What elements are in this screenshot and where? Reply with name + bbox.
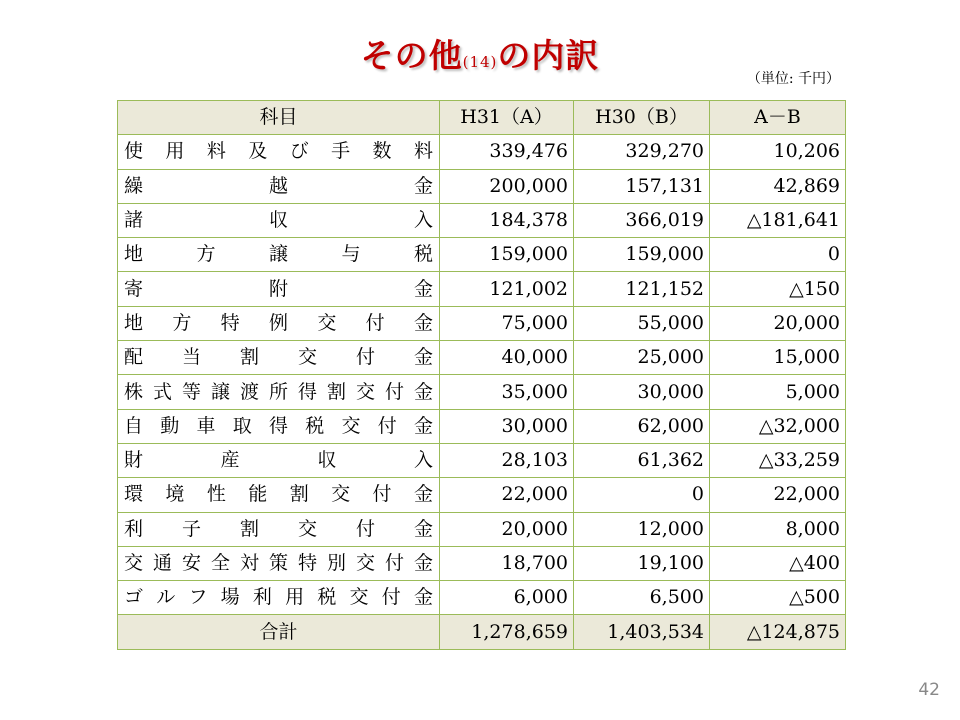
row-label-text: 交通安全対策特別交付金: [124, 552, 433, 574]
table-row: [118, 341, 846, 375]
row-label-text: 環境性能割交付金: [124, 483, 433, 506]
cell-diff: △150: [710, 272, 846, 306]
cell-diff: 42,869: [710, 169, 846, 203]
cell-h31: 22,000: [440, 478, 574, 512]
cell-h31: 40,000: [440, 341, 574, 375]
cell-h30: 366,019: [574, 203, 710, 237]
cell-h30: 19,100: [574, 546, 710, 580]
row-label-text: 地方譲与税: [124, 243, 433, 266]
cell-h31: 35,000: [440, 375, 574, 409]
cell-h31: 6,000: [440, 581, 574, 615]
title-main: その他: [360, 36, 463, 75]
cell-diff: △500: [710, 581, 846, 615]
cell-h31: 20,000: [440, 512, 574, 546]
row-label-text: ゴルフ場利用税交付金: [124, 586, 433, 609]
cell-h31: 18,700: [440, 546, 574, 580]
cell-h30: 1,403,534: [574, 615, 710, 649]
total-label: [118, 615, 440, 649]
cell-diff: △33,259: [710, 443, 846, 477]
cell-h30: 121,152: [574, 272, 710, 306]
row-label: [118, 546, 440, 580]
row-label: [118, 375, 440, 409]
cell-h30: 62,000: [574, 409, 710, 443]
unit-note: （単位: 千円）: [746, 71, 840, 87]
row-label: [118, 203, 440, 237]
row-label: [118, 341, 440, 375]
cell-h30: 55,000: [574, 306, 710, 340]
row-label-text: 合計: [259, 620, 298, 643]
row-label: [118, 443, 440, 477]
table-total-row: [118, 615, 846, 649]
page-number: 42: [918, 680, 940, 700]
row-label-text: 自動車取得税交付金: [124, 414, 433, 437]
cell-h31: 200,000: [440, 169, 574, 203]
cell-h31: 28,103: [440, 443, 574, 477]
cell-h30: 159,000: [574, 238, 710, 272]
header-diff: A－B: [710, 101, 846, 135]
table-row: [118, 581, 846, 615]
title-tail: の内訳: [497, 36, 600, 75]
table-row: [118, 443, 846, 477]
row-label-text: 使用料及び手数料: [124, 140, 433, 163]
table-row: [118, 169, 846, 203]
header-h31: H31（A）: [440, 101, 574, 135]
row-label: [118, 169, 440, 203]
table-row: [118, 546, 846, 580]
row-label: [118, 135, 440, 169]
row-label: [118, 478, 440, 512]
cell-h31: 121,002: [440, 272, 574, 306]
cell-diff: 22,000: [710, 478, 846, 512]
header-h30: H30（B）: [574, 101, 710, 135]
row-label: [118, 272, 440, 306]
table-row: [118, 409, 846, 443]
cell-diff: △32,000: [710, 409, 846, 443]
cell-diff: △124,875: [710, 615, 846, 649]
cell-diff: 15,000: [710, 341, 846, 375]
cell-h30: 12,000: [574, 512, 710, 546]
cell-diff: 10,206: [710, 135, 846, 169]
cell-diff: 0: [710, 238, 846, 272]
cell-diff: 5,000: [710, 375, 846, 409]
table-row: [118, 512, 846, 546]
cell-h31: 75,000: [440, 306, 574, 340]
cell-h31: 159,000: [440, 238, 574, 272]
row-label-text: 寄附金: [124, 277, 433, 300]
row-label: [118, 306, 440, 340]
cell-h31: 184,378: [440, 203, 574, 237]
cell-h31: 1,278,659: [440, 615, 574, 649]
title-sub: (14): [462, 53, 498, 71]
row-label-text: 地方特例交付金: [124, 311, 433, 334]
row-label-text: 利子割交付金: [124, 517, 433, 540]
cell-h31: 30,000: [440, 409, 574, 443]
row-label-text: 株式等譲渡所得割交付金: [124, 380, 433, 403]
row-label: [118, 512, 440, 546]
cell-diff: △400: [710, 546, 846, 580]
cell-h30: 6,500: [574, 581, 710, 615]
row-label-text: 配当割交付金: [124, 346, 433, 369]
table-body: [118, 135, 846, 649]
row-label-text: 繰越金: [124, 174, 433, 197]
table-row: [118, 135, 846, 169]
row-label-text: 諸収入: [124, 209, 433, 232]
cell-h30: 61,362: [574, 443, 710, 477]
row-label: [118, 409, 440, 443]
cell-h30: 329,270: [574, 135, 710, 169]
table-row: [118, 478, 846, 512]
cell-h30: 157,131: [574, 169, 710, 203]
cell-diff: 8,000: [710, 512, 846, 546]
table-header-row: [118, 101, 846, 135]
cell-h31: 339,476: [440, 135, 574, 169]
cell-h30: 0: [574, 478, 710, 512]
breakdown-table: [117, 100, 846, 650]
row-label: [118, 238, 440, 272]
cell-diff: 20,000: [710, 306, 846, 340]
row-label-text: 財産収入: [124, 449, 433, 472]
table-row: [118, 272, 846, 306]
row-label: [118, 581, 440, 615]
table-row: [118, 203, 846, 237]
table-row: [118, 238, 846, 272]
header-item: 科目: [118, 101, 440, 135]
table-row: [118, 375, 846, 409]
cell-diff: △181,641: [710, 203, 846, 237]
cell-h30: 30,000: [574, 375, 710, 409]
table-row: [118, 306, 846, 340]
cell-h30: 25,000: [574, 341, 710, 375]
